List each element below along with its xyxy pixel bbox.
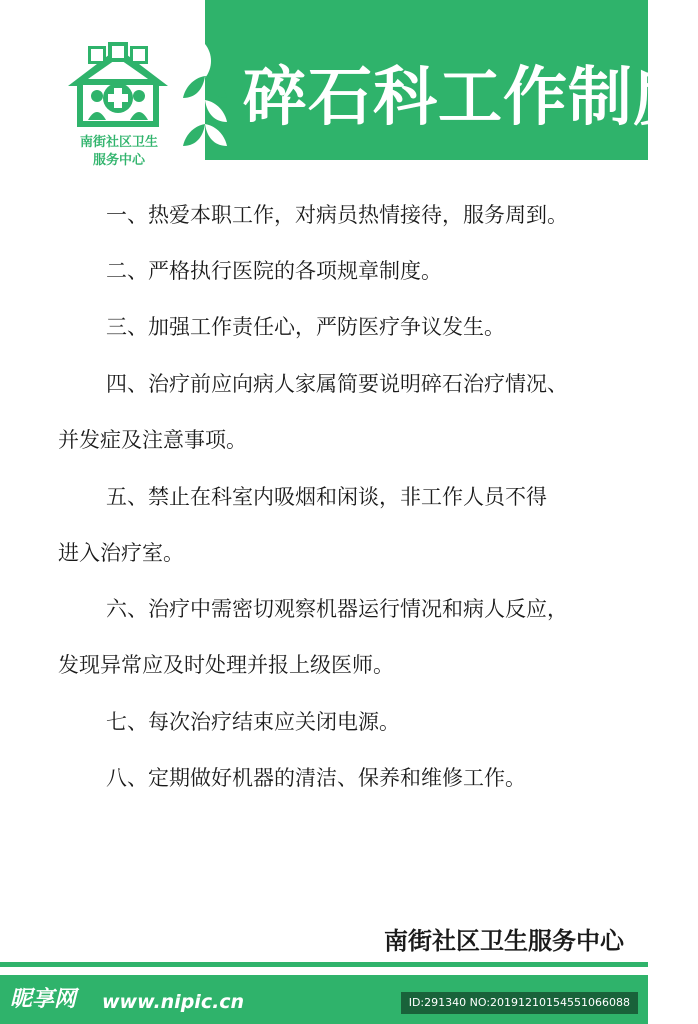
logo-org-name-line1: 南街社区卫生 [79,135,158,150]
rule-8-line-1: 八、定期做好机器的清洁、保养和维修工作。 [106,766,526,790]
footer-divider-thin [0,962,648,967]
rule-5-line-1: 五、禁止在科室内吸烟和闲谈，非工作人员不得 [106,485,547,509]
rule-5-line-2: 进入治疗室。 [58,541,184,565]
watermark-logo: 昵享网 [10,987,77,1012]
rule-6-line-1: 六、治疗中需密切观察机器运行情况和病人反应， [106,597,568,621]
footer-organization: 南街社区卫生服务中心 [384,927,624,955]
page-title: 碎石科工作制度 [243,61,698,135]
rule-3-line-1: 三、加强工作责任心，严防医疗争议发生。 [106,315,505,339]
watermark-id: ID:291340 NO:20191210154551066088 [401,992,638,1014]
house-medical-cross-logo-icon [64,42,172,128]
rule-4-line-1: 四、治疗前应向病人家属简要说明碎石治疗情况、 [106,372,568,396]
leaf-vine-icon [175,40,235,160]
rule-1-line-1: 一、热爱本职工作，对病员热情接待，服务周到。 [106,203,568,227]
rule-4-line-2: 并发症及注意事项。 [58,428,247,452]
logo-org-name-line2: 服务中心 [92,153,145,168]
rule-7-line-1: 七、每次治疗结束应关闭电源。 [106,710,400,734]
rule-6-line-2: 发现异常应及时处理并报上级医师。 [58,653,394,677]
rule-2-line-1: 二、严格执行医院的各项规章制度。 [106,259,442,283]
watermark-url: www.nipic.cn [102,991,245,1013]
